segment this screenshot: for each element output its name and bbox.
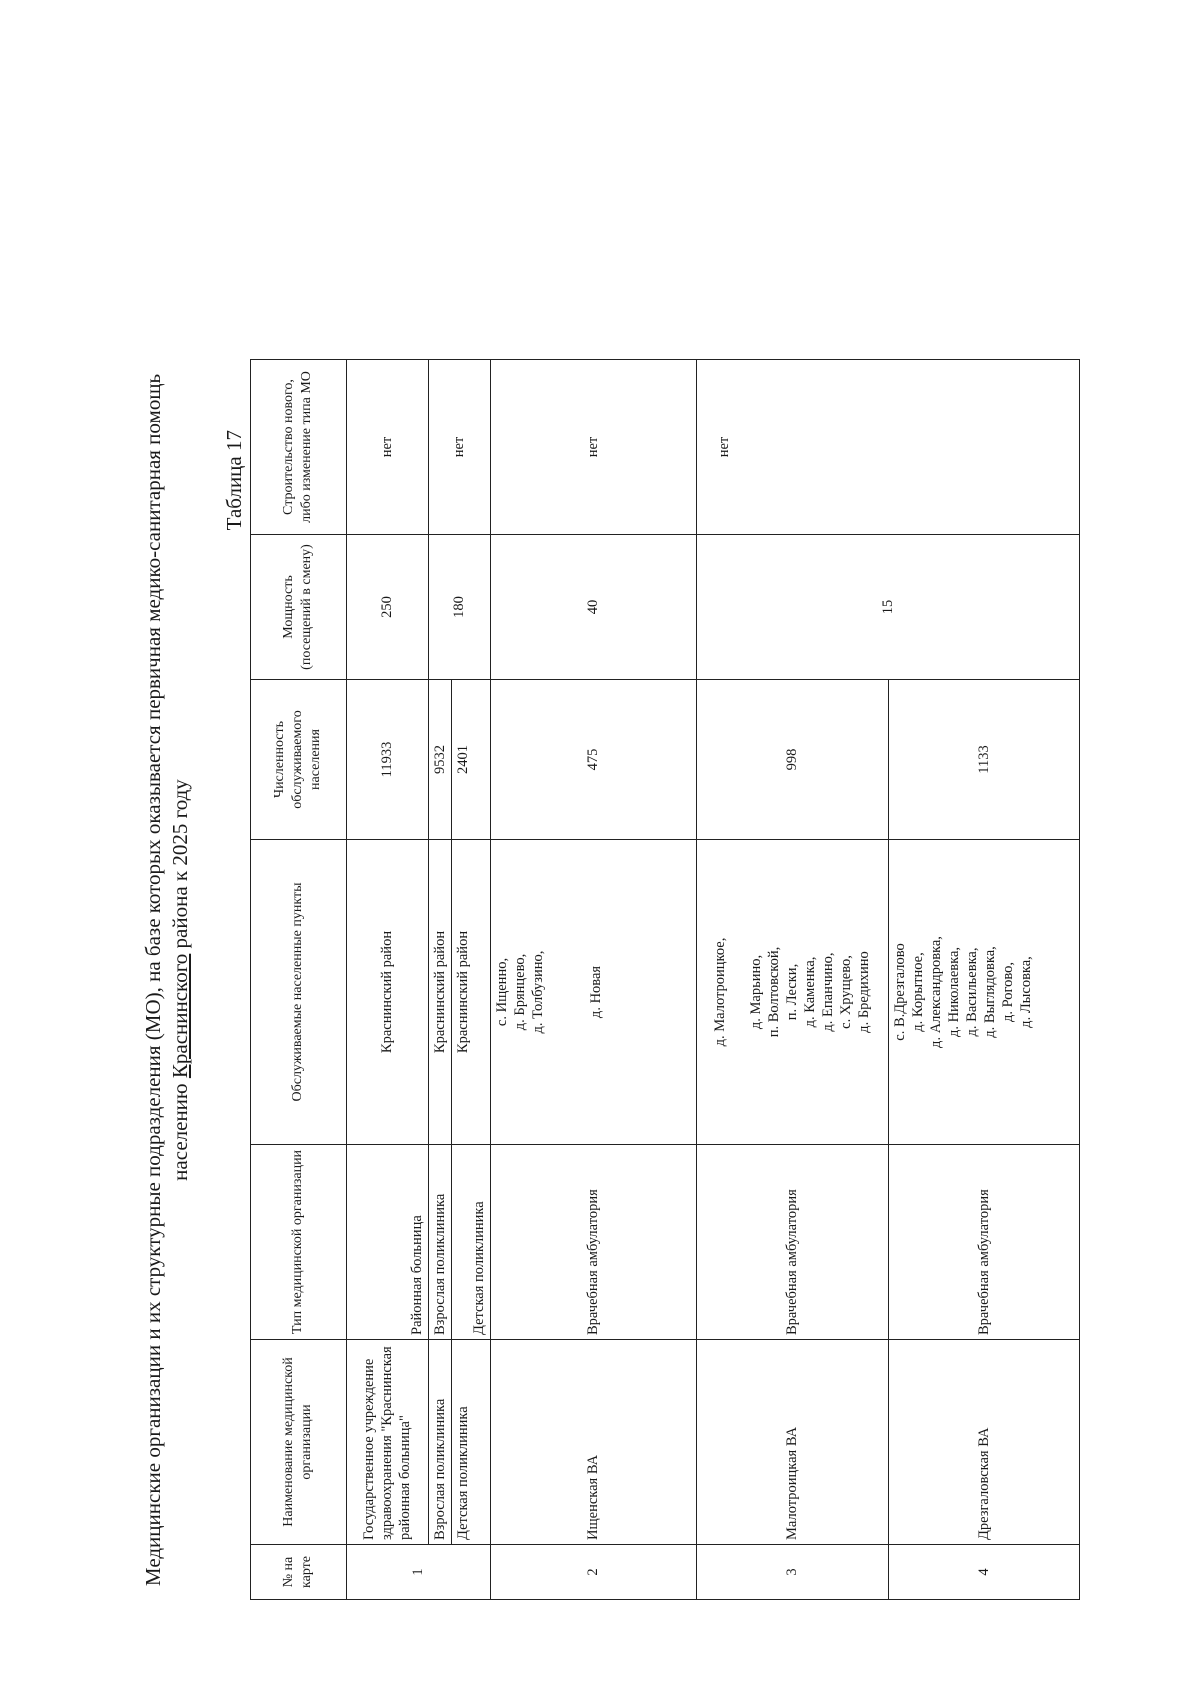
settlements	[888, 840, 1079, 1145]
population: 2401	[452, 680, 490, 840]
settlement-item: д. Рогово,	[999, 961, 1016, 1023]
population: 11933	[346, 680, 429, 840]
row-num: 2	[490, 1545, 696, 1600]
org-type: Детская поликлиника	[452, 1145, 490, 1340]
header-settlements: Обслуживаемые населенные пункты	[251, 840, 347, 1145]
settlements: Краснинский район	[346, 840, 429, 1145]
settlement-item: д. Выглядовка,	[981, 946, 998, 1038]
settlement-item: д. Васильевка,	[963, 947, 980, 1037]
settlement-item: п. Волтовской,	[766, 946, 783, 1038]
org-name: Взрослая поликлиника	[429, 1340, 452, 1545]
construction: нет	[697, 360, 1080, 535]
org-name: Малотроицкая ВА	[697, 1340, 888, 1545]
org-type: Врачебная амбулатория	[888, 1145, 1079, 1340]
org-name: Детская поликлиника	[452, 1340, 490, 1545]
settlement-item: д. Александровка,	[927, 936, 944, 1048]
header-capacity: Мощность (посещений в смену)	[251, 535, 347, 680]
settlement-item: д. Епанчино,	[820, 952, 837, 1032]
org-name: Ищенская ВА	[490, 1340, 696, 1545]
settlement-item: д. Малотроицкое,	[712, 937, 729, 1047]
header-num: № на карте	[251, 1545, 347, 1600]
settlement-item: с. Хрущево,	[838, 955, 855, 1029]
header-row	[251, 360, 347, 1600]
capacity: 180	[429, 535, 490, 680]
population: 9532	[429, 680, 452, 840]
settlement-item: п. Лески,	[784, 963, 801, 1021]
construction: нет	[346, 360, 429, 535]
table-row	[429, 360, 452, 1600]
settlements: Краснинский район	[429, 840, 452, 1145]
table-label: Таблица 17	[222, 430, 246, 531]
settlements: Краснинский район	[452, 840, 490, 1145]
district-name: Краснинского	[168, 953, 192, 1079]
settlement-item: д. Толбузино,	[529, 950, 546, 1034]
population: 475	[490, 680, 696, 840]
org-type: Взрослая поликлиника	[429, 1145, 452, 1340]
row-num: 4	[888, 1545, 1079, 1600]
settlement-item: с. В.Дрезгалово	[891, 943, 908, 1041]
capacity: 15	[697, 535, 1080, 680]
org-name: Государственное учреждение здравоохранения "Краснинская районная больница"	[346, 1340, 429, 1545]
capacity: 40	[490, 535, 696, 680]
row-num: 1	[346, 1545, 490, 1600]
settlements	[697, 840, 888, 1145]
org-name: Дрезгаловская ВА	[888, 1340, 1079, 1545]
facilities-table	[250, 359, 1080, 1600]
rotated-page	[140, 360, 1080, 1600]
construction: нет	[490, 360, 696, 535]
document-title	[140, 360, 194, 1600]
settlements	[490, 840, 696, 1145]
construction: нет	[429, 360, 490, 535]
settlement-item: д. Марьино,	[748, 954, 765, 1030]
org-type: Врачебная амбулатория	[490, 1145, 696, 1340]
capacity: 250	[346, 535, 429, 680]
settlement-item: д. Каменка,	[802, 956, 819, 1028]
header-population: Численность обслуживаемого населения	[251, 680, 347, 840]
settlement-item: д. Корытное,	[909, 952, 926, 1032]
settlement-item: д. Новая	[587, 965, 604, 1019]
row-num: 3	[697, 1545, 888, 1600]
population: 998	[697, 680, 888, 840]
settlement-item: д. Брянцево,	[511, 953, 528, 1031]
population: 1133	[888, 680, 1079, 840]
title-line-1: Медицинские организации и их структурные подразделения (МО), на базе которых оказывается первичная медико-санитарная помощь	[141, 373, 165, 1587]
table-row	[697, 360, 888, 1600]
table-row	[346, 360, 429, 1600]
org-type: Районная больница	[346, 1145, 429, 1340]
header-type: Тип медицинской организации	[251, 1145, 347, 1340]
org-type: Врачебная амбулатория	[697, 1145, 888, 1340]
title-line-2: населению Краснинского района к 2025 году	[168, 779, 192, 1181]
settlement-item: д. Бредихино	[856, 951, 873, 1033]
settlement-item: д. Николаевка,	[945, 946, 962, 1038]
header-construction: Строительство нового, либо изменение типа МО	[251, 360, 347, 535]
settlement-item: д. Лысовка,	[1017, 956, 1034, 1028]
table-row	[490, 360, 696, 1600]
header-name: Наименование медицинской организации	[251, 1340, 347, 1545]
settlement-item: с. Ищенно,	[493, 957, 510, 1027]
